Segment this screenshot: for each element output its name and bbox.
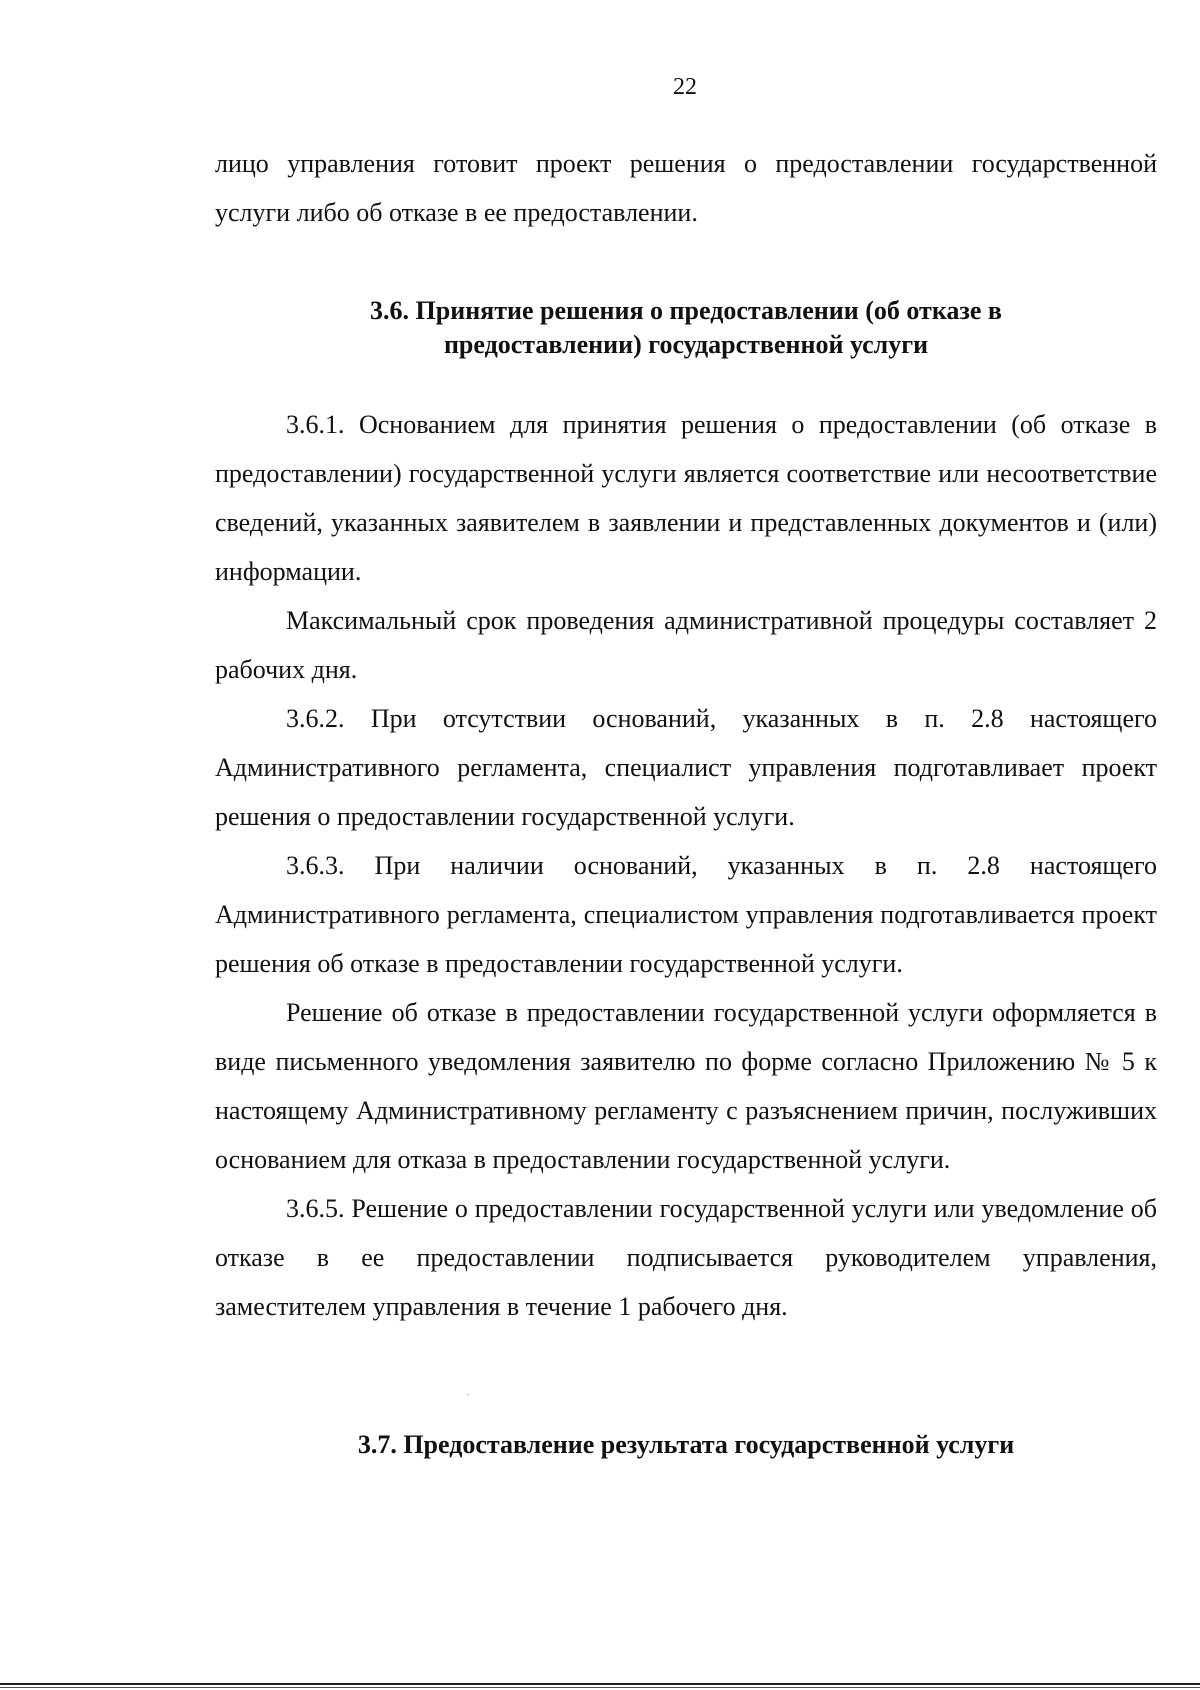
paragraph-3-6-1: 3.6.1. Основанием для принятия решения о предоставлении (об отказе в предоставлении) государственной услуги является соответствие или несоответствие сведений, указанных заявителем в заявлении и представленных документов и (или) информации. — [215, 410, 1157, 586]
section-3-6-body — [215, 400, 1157, 1331]
section-3-6-heading-line-2: предоставлении) государственной услуги — [443, 330, 929, 359]
paragraph-refusal: Решение об отказе в предоставлении государственной услуги оформляется в виде письменного уведомления заявителю по форме согласно Приложению № 5 к настоящему Административному регламенту с разъяснением причин, послуживших основанием для отказа в предоставлении государственной услуги. — [215, 998, 1157, 1174]
section-3-6-heading — [215, 294, 1157, 362]
intro-paragraph — [215, 139, 1157, 237]
paragraph-3-6-2: 3.6.2. При отсутствии оснований, указанных в п. 2.8 настоящего Административного регламента, специалист управления подготавливает проект решения о предоставлении государственной услуги. — [215, 704, 1157, 831]
intro-line-1: лицо управления готовит проект решения о предоставлении государственной — [215, 149, 1157, 178]
scan-speck — [467, 1394, 469, 1395]
paragraph-3-6-3: 3.6.3. При наличии оснований, указанных в п. 2.8 настоящего Административного регламента, специалистом управления подготавливается проект решения об отказе в предоставлении государственной услуги. — [215, 851, 1157, 978]
section-3-7-heading-line: 3.7. Предоставление результата государственной услуги — [357, 1430, 1015, 1459]
section-3-6-heading-line-1: 3.6. Принятие решения о предоставлении (об отказе в — [370, 296, 1002, 325]
intro-line-2: услуги либо об отказе в ее предоставлении. — [215, 198, 698, 227]
scan-bottom-border — [0, 1683, 1200, 1685]
paragraph-max-term: Максимальный срок проведения административной процедуры составляет 2 рабочих дня. — [215, 606, 1157, 684]
section-3-7-heading — [215, 1428, 1157, 1462]
scan-bottom-border-secondary — [0, 1687, 1200, 1688]
page-number: 22 — [673, 74, 697, 100]
paragraph-3-6-5: 3.6.5. Решение о предоставлении государственной услуги или уведомление об отказе в ее предоставлении подписывается руководителем управления, заместителем управления в течение 1 рабочего дня. — [215, 1194, 1157, 1321]
